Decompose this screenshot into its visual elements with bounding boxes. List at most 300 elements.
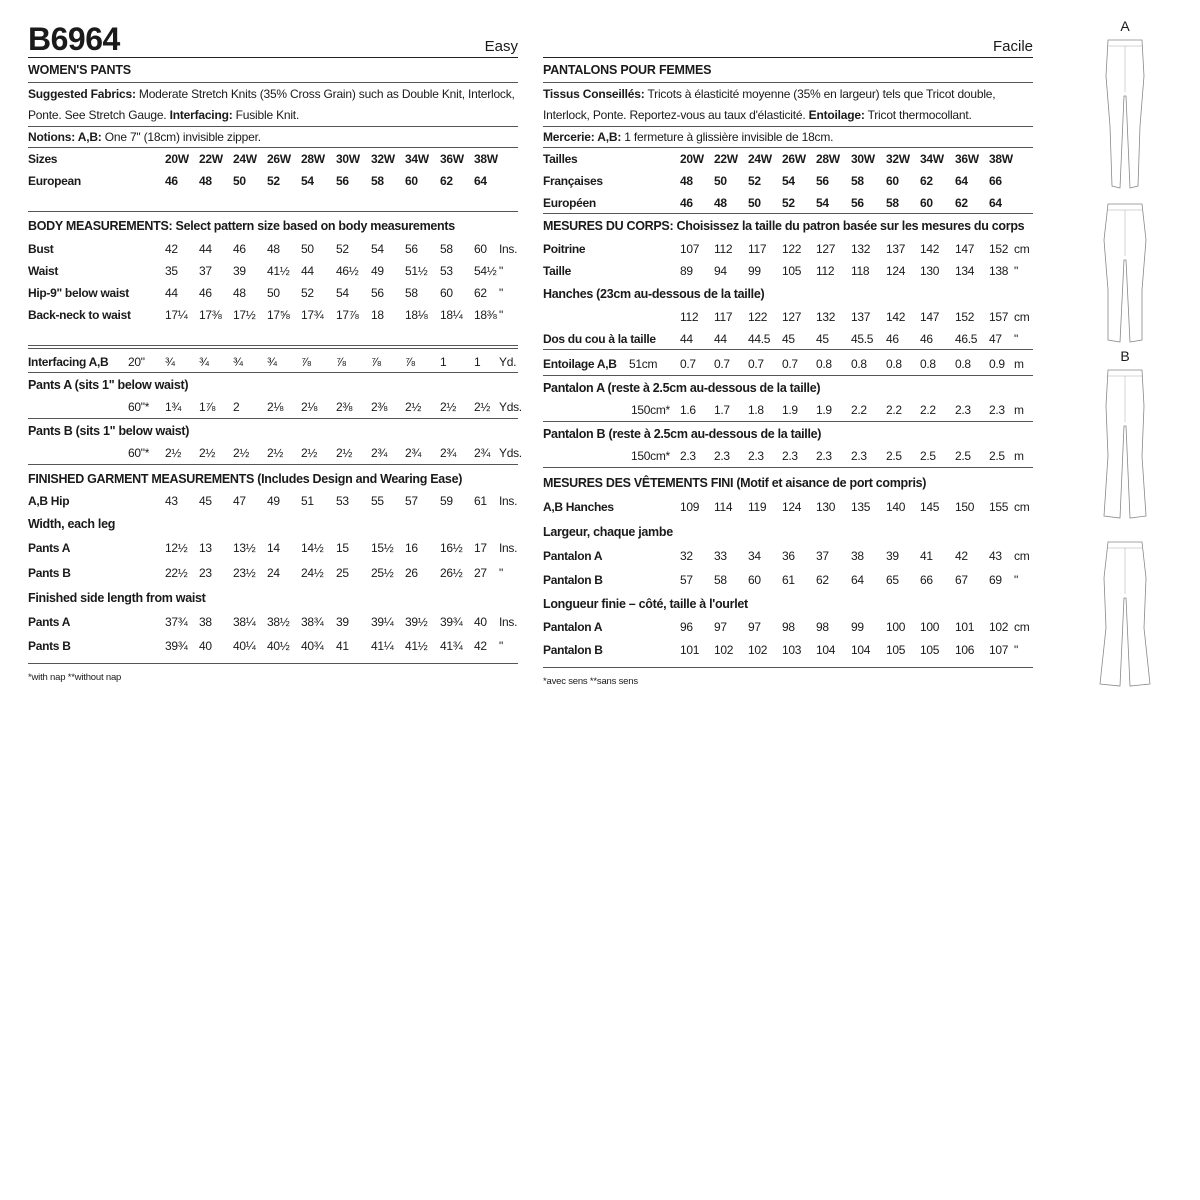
table-cell: ⅞ bbox=[405, 355, 415, 369]
table-cell: 58 bbox=[886, 196, 899, 210]
row-unit: " bbox=[499, 566, 503, 580]
table-cell: 26 bbox=[405, 566, 418, 580]
table-cell: 59 bbox=[440, 494, 453, 508]
table-cell: 135 bbox=[851, 500, 871, 514]
table-cell: 32W bbox=[371, 152, 395, 166]
interfacing-row bbox=[28, 348, 518, 372]
table-cell: 46½ bbox=[336, 264, 359, 278]
table-cell: 52 bbox=[336, 242, 349, 256]
table-cell: 1.8 bbox=[748, 403, 764, 417]
table-cell: 2⅛ bbox=[267, 400, 284, 414]
table-cell: 2¾ bbox=[371, 446, 388, 460]
pants-b-yardage-row bbox=[28, 442, 522, 464]
table-cell: 14½ bbox=[301, 541, 324, 555]
table-cell: 58 bbox=[371, 174, 384, 188]
table-cell: 98 bbox=[816, 620, 829, 634]
row-unit: " bbox=[499, 639, 503, 653]
notions-text: 1 fermeture à glissière invisible de 18cm. bbox=[621, 130, 834, 144]
table-cell: 17¼ bbox=[165, 308, 188, 322]
row-prefix: 150cm* bbox=[631, 403, 670, 417]
table-cell: 122 bbox=[782, 242, 802, 256]
row-unit: Ins. bbox=[499, 541, 518, 555]
row-unit: cm bbox=[1014, 242, 1030, 256]
table-cell: 60 bbox=[474, 242, 487, 256]
table-cell: 41½ bbox=[405, 639, 428, 653]
table-cell: 2¾ bbox=[405, 446, 422, 460]
table-cell: 147 bbox=[920, 310, 940, 324]
table-cell: 55 bbox=[371, 494, 384, 508]
table-cell: 127 bbox=[782, 310, 802, 324]
table-cell: 104 bbox=[816, 643, 836, 657]
table-cell: 2½ bbox=[405, 400, 422, 414]
pantalon-b-yardage-row bbox=[543, 445, 1033, 467]
table-cell: 35 bbox=[165, 264, 178, 278]
row-prefix: 51cm bbox=[629, 357, 658, 371]
table-cell: 2½ bbox=[474, 400, 491, 414]
table-cell: 20W bbox=[680, 152, 704, 166]
table-cell: 66 bbox=[989, 174, 1002, 188]
table-cell: 2½ bbox=[301, 446, 318, 460]
body-row bbox=[28, 260, 518, 282]
table-cell: 1¾ bbox=[165, 400, 182, 414]
row-prefix: 60"* bbox=[128, 400, 150, 414]
table-cell: 26½ bbox=[440, 566, 463, 580]
table-cell: 37¾ bbox=[165, 615, 188, 629]
row-label: Hip-9" below waist bbox=[28, 286, 129, 300]
pants-a-yardage-row bbox=[28, 396, 522, 418]
table-cell: 105 bbox=[920, 643, 940, 657]
table-cell: 130 bbox=[816, 500, 836, 514]
table-cell: 40½ bbox=[267, 639, 290, 653]
table-cell: 107 bbox=[989, 643, 1009, 657]
table-cell: 46 bbox=[199, 286, 212, 300]
table-cell: 2½ bbox=[233, 446, 250, 460]
table-cell: 41¼ bbox=[371, 639, 394, 653]
table-cell: 64 bbox=[989, 196, 1002, 210]
table-cell: 54 bbox=[336, 286, 349, 300]
row-label: Européen bbox=[543, 196, 596, 210]
table-cell: 134 bbox=[955, 264, 975, 278]
table-cell: 30W bbox=[851, 152, 875, 166]
row-unit: " bbox=[499, 308, 503, 322]
table-cell: 2⅛ bbox=[301, 400, 318, 414]
table-cell: 2.5 bbox=[886, 449, 902, 463]
pants-a-back-sketch bbox=[1088, 200, 1162, 350]
table-cell: 22W bbox=[199, 152, 223, 166]
row-unit: Ins. bbox=[499, 242, 518, 256]
divider bbox=[28, 326, 518, 346]
table-cell: 38 bbox=[199, 615, 212, 629]
interfacing-text: Tricot thermocollant. bbox=[864, 108, 972, 122]
table-cell: 41½ bbox=[267, 264, 290, 278]
garment-title: WOMEN'S PANTS bbox=[28, 58, 518, 83]
table-cell: 157 bbox=[989, 310, 1009, 324]
table-cell: 52 bbox=[267, 174, 280, 188]
table-cell: 122 bbox=[748, 310, 768, 324]
table-cell: 2¾ bbox=[474, 446, 491, 460]
table-cell: 50 bbox=[714, 174, 727, 188]
table-cell: 58 bbox=[405, 286, 418, 300]
table-cell: 56 bbox=[851, 196, 864, 210]
row-label: Tailles bbox=[543, 152, 578, 166]
pants-b-front-sketch bbox=[1088, 366, 1162, 526]
row-label: Bust bbox=[28, 242, 54, 256]
table-cell: 2.3 bbox=[714, 449, 730, 463]
table-cell: 106 bbox=[955, 643, 975, 657]
row-unit: m bbox=[1014, 357, 1024, 371]
table-cell: 101 bbox=[680, 643, 700, 657]
table-cell: 13½ bbox=[233, 541, 256, 555]
table-cell: 2.3 bbox=[989, 403, 1005, 417]
table-cell: 44.5 bbox=[748, 332, 771, 346]
width-row bbox=[28, 536, 518, 561]
row-unit: " bbox=[1014, 573, 1018, 587]
table-cell: ¾ bbox=[233, 355, 243, 369]
table-cell: 34 bbox=[748, 549, 761, 563]
difficulty-label: Facile bbox=[992, 38, 1033, 55]
table-cell: 2½ bbox=[267, 446, 284, 460]
table-cell: 2½ bbox=[336, 446, 353, 460]
table-cell: 130 bbox=[920, 264, 940, 278]
interfacing-label: Interfacing: bbox=[169, 108, 233, 122]
table-cell: 56 bbox=[336, 174, 349, 188]
view-b-label: B bbox=[1120, 348, 1130, 364]
table-cell: 2.3 bbox=[851, 449, 867, 463]
table-cell: 46 bbox=[165, 174, 178, 188]
table-cell: 140 bbox=[886, 500, 906, 514]
table-cell: 1.6 bbox=[680, 403, 696, 417]
table-cell: 39 bbox=[886, 549, 899, 563]
table-cell: 39 bbox=[233, 264, 246, 278]
pants-a-yardage-heading: Pants A (sits 1" below waist) bbox=[28, 372, 518, 396]
body-row bbox=[28, 238, 518, 260]
table-cell: 40 bbox=[199, 639, 212, 653]
table-cell: 2.2 bbox=[920, 403, 936, 417]
row-unit: cm bbox=[1014, 549, 1030, 563]
table-cell: 2.5 bbox=[955, 449, 971, 463]
pants-b-back-sketch bbox=[1088, 538, 1162, 688]
row-label: Waist bbox=[28, 264, 59, 278]
table-cell: 2⅜ bbox=[336, 400, 353, 414]
table-cell: 99 bbox=[851, 620, 864, 634]
table-cell: 94 bbox=[714, 264, 727, 278]
table-cell: 0.8 bbox=[851, 357, 867, 371]
table-cell: 26W bbox=[782, 152, 806, 166]
table-cell: 23 bbox=[199, 566, 212, 580]
table-cell: 109 bbox=[680, 500, 700, 514]
table-cell: 24W bbox=[233, 152, 257, 166]
table-cell: 2¾ bbox=[440, 446, 457, 460]
table-cell: 17¾ bbox=[301, 308, 324, 322]
table-cell: 60 bbox=[886, 174, 899, 188]
body-measurements-heading: BODY MEASUREMENTS: Select pattern size based on body measurements bbox=[28, 219, 455, 233]
table-cell: 1 bbox=[440, 355, 447, 369]
row-label: Pantalon A bbox=[543, 549, 603, 563]
table-cell: ¾ bbox=[165, 355, 175, 369]
row-unit: Yds. bbox=[499, 400, 522, 414]
table-cell: 2.2 bbox=[886, 403, 902, 417]
table-cell: 24 bbox=[267, 566, 280, 580]
table-cell: 54 bbox=[371, 242, 384, 256]
sizes-row bbox=[543, 148, 1033, 170]
row-label: Pantalon B bbox=[543, 643, 603, 657]
table-cell: 89 bbox=[680, 264, 693, 278]
table-cell: 62 bbox=[440, 174, 453, 188]
fabrics-text: Tricots à élasticité moyenne (35% en largeur) tels que Tricot double, Interlock, Ponte. Reportez-vous au taux d'élasticité. bbox=[543, 87, 996, 122]
table-cell: 107 bbox=[680, 242, 700, 256]
row-label: Interfacing A,B bbox=[28, 355, 109, 369]
table-cell: 28W bbox=[816, 152, 840, 166]
table-cell: 138 bbox=[989, 264, 1009, 278]
table-cell: 36W bbox=[440, 152, 464, 166]
entoilage-row bbox=[543, 350, 1033, 375]
table-cell: 43 bbox=[989, 549, 1002, 563]
table-cell: 38½ bbox=[267, 615, 290, 629]
table-cell: 64 bbox=[474, 174, 487, 188]
table-cell: 54 bbox=[782, 174, 795, 188]
table-cell: 16 bbox=[405, 541, 418, 555]
table-cell: 0.9 bbox=[989, 357, 1005, 371]
table-cell: 66 bbox=[920, 573, 933, 587]
table-cell: 0.7 bbox=[748, 357, 764, 371]
fabrics-label: Suggested Fabrics: bbox=[28, 87, 136, 101]
body-row bbox=[28, 304, 518, 326]
table-cell: 61 bbox=[474, 494, 487, 508]
fabrics-label: Tissus Conseillés: bbox=[543, 87, 645, 101]
table-cell: 45 bbox=[782, 332, 795, 346]
table-cell: 52 bbox=[301, 286, 314, 300]
body-row bbox=[543, 238, 1033, 260]
table-cell: 49 bbox=[371, 264, 384, 278]
body-row bbox=[28, 282, 518, 304]
notions-text: One 7" (18cm) invisible zipper. bbox=[101, 130, 261, 144]
table-cell: ⅞ bbox=[301, 355, 311, 369]
table-cell: 46 bbox=[233, 242, 246, 256]
table-cell: 26W bbox=[267, 152, 291, 166]
finished-measurements-heading: MESURES DES VÊTEMENTS FINI (Motif et aisance de port compris) bbox=[543, 467, 1033, 495]
table-cell: 20W bbox=[165, 152, 189, 166]
table-cell: 15 bbox=[336, 541, 349, 555]
length-row bbox=[543, 616, 1033, 639]
length-row bbox=[28, 610, 518, 634]
table-cell: 64 bbox=[851, 573, 864, 587]
table-cell: 137 bbox=[851, 310, 871, 324]
table-cell: ⅞ bbox=[336, 355, 346, 369]
table-cell: 13 bbox=[199, 541, 212, 555]
table-cell: 44 bbox=[714, 332, 727, 346]
pants-a-front-sketch bbox=[1088, 36, 1162, 196]
table-cell: 45 bbox=[199, 494, 212, 508]
english-column bbox=[28, 21, 522, 683]
table-cell: 2.3 bbox=[680, 449, 696, 463]
table-cell: 22½ bbox=[165, 566, 188, 580]
row-unit: Yd. bbox=[499, 355, 517, 369]
table-cell: 102 bbox=[748, 643, 768, 657]
table-cell: 40 bbox=[474, 615, 487, 629]
table-cell: 18¼ bbox=[440, 308, 463, 322]
table-cell: 30W bbox=[336, 152, 360, 166]
table-cell: 14 bbox=[267, 541, 280, 555]
table-cell: 67 bbox=[955, 573, 968, 587]
table-cell: 36W bbox=[955, 152, 979, 166]
dos-row bbox=[543, 328, 1033, 350]
row-label: A,B Hip bbox=[28, 494, 70, 508]
table-cell: 39½ bbox=[405, 615, 428, 629]
table-cell: 42 bbox=[955, 549, 968, 563]
table-cell: 39 bbox=[336, 615, 349, 629]
table-cell: 0.8 bbox=[886, 357, 902, 371]
table-cell: 47 bbox=[989, 332, 1002, 346]
table-cell: 48 bbox=[233, 286, 246, 300]
table-cell: 152 bbox=[989, 242, 1009, 256]
table-cell: 132 bbox=[851, 242, 871, 256]
french-column bbox=[543, 22, 1033, 687]
table-cell: 50 bbox=[267, 286, 280, 300]
table-cell: 50 bbox=[301, 242, 314, 256]
body-row bbox=[543, 260, 1033, 282]
table-cell: 112 bbox=[714, 242, 733, 256]
table-cell: 2.3 bbox=[782, 449, 798, 463]
table-cell: 52 bbox=[782, 196, 795, 210]
table-cell: 58 bbox=[440, 242, 453, 256]
table-cell: ¾ bbox=[267, 355, 277, 369]
view-sketches bbox=[1080, 18, 1170, 538]
hip-row bbox=[28, 490, 518, 512]
garment-title: PANTALONS POUR FEMMES bbox=[543, 58, 1033, 83]
table-cell: 64 bbox=[955, 174, 968, 188]
table-cell: 23½ bbox=[233, 566, 256, 580]
notions-label: Mercerie: A,B: bbox=[543, 130, 622, 144]
row-unit: cm bbox=[1014, 310, 1030, 324]
table-cell: 155 bbox=[989, 500, 1009, 514]
table-cell: 25 bbox=[336, 566, 349, 580]
table-cell: 118 bbox=[851, 264, 870, 278]
width-row bbox=[543, 568, 1033, 592]
table-cell: 2½ bbox=[440, 400, 457, 414]
row-label: Pants B bbox=[28, 639, 71, 653]
table-cell: 60 bbox=[405, 174, 418, 188]
difficulty-label: Easy bbox=[484, 38, 518, 55]
table-cell: 34W bbox=[920, 152, 944, 166]
row-label: Sizes bbox=[28, 152, 58, 166]
row-label: Back-neck to waist bbox=[28, 308, 131, 322]
table-cell: 57 bbox=[405, 494, 418, 508]
row-unit: Yds. bbox=[499, 446, 522, 460]
table-cell: 39¼ bbox=[371, 615, 394, 629]
table-cell: 54 bbox=[301, 174, 314, 188]
table-cell: 42 bbox=[165, 242, 178, 256]
table-cell: 38W bbox=[474, 152, 498, 166]
table-cell: 49 bbox=[267, 494, 280, 508]
table-cell: 62 bbox=[955, 196, 968, 210]
table-cell: 34W bbox=[405, 152, 429, 166]
table-cell: 17⅞ bbox=[336, 308, 359, 322]
table-cell: 45 bbox=[816, 332, 829, 346]
table-cell: 102 bbox=[989, 620, 1009, 634]
fabrics-paragraph bbox=[543, 83, 1033, 127]
row-unit: m bbox=[1014, 403, 1024, 417]
table-cell: 51 bbox=[301, 494, 314, 508]
table-cell: 147 bbox=[955, 242, 975, 256]
english-table bbox=[28, 148, 522, 664]
row-label: Pantalon A bbox=[543, 620, 603, 634]
hanches-row bbox=[543, 306, 1033, 328]
table-cell: 150 bbox=[955, 500, 975, 514]
table-cell: 2.5 bbox=[920, 449, 936, 463]
table-cell: 114 bbox=[714, 500, 733, 514]
pantalon-a-yardage-heading: Pantalon A (reste à 2.5cm au-dessous de la taille) bbox=[543, 375, 1033, 399]
length-heading: Finished side length from waist bbox=[28, 591, 206, 605]
row-prefix: 20" bbox=[128, 355, 145, 369]
table-cell: 33 bbox=[714, 549, 727, 563]
fabrics-text: Moderate Stretch Knits (35% Cross Grain) such as Double Knit, Interlock, Ponte. See Stretch Gauge. bbox=[28, 87, 515, 122]
width-row bbox=[28, 561, 518, 586]
table-cell: 99 bbox=[748, 264, 761, 278]
table-cell: 137 bbox=[886, 242, 906, 256]
table-cell: 104 bbox=[851, 643, 871, 657]
table-cell: 41 bbox=[920, 549, 933, 563]
length-heading: Longueur finie – côté, taille à l'ourlet bbox=[543, 597, 748, 611]
table-cell: 124 bbox=[886, 264, 906, 278]
row-unit: " bbox=[1014, 643, 1018, 657]
table-cell: 0.7 bbox=[714, 357, 730, 371]
table-cell: 40¼ bbox=[233, 639, 256, 653]
table-cell: 61 bbox=[782, 573, 795, 587]
table-cell: 60 bbox=[440, 286, 453, 300]
table-cell: 46 bbox=[680, 196, 693, 210]
francaises-row bbox=[543, 170, 1033, 192]
table-cell: 17⅝ bbox=[267, 308, 290, 322]
row-label: Pants B bbox=[28, 566, 71, 580]
table-cell: ⅞ bbox=[371, 355, 381, 369]
table-cell: 38 bbox=[851, 549, 864, 563]
divider bbox=[28, 192, 518, 212]
table-cell: 102 bbox=[714, 643, 734, 657]
table-cell: 54 bbox=[816, 196, 829, 210]
table-cell: 37 bbox=[816, 549, 829, 563]
table-cell: 2.3 bbox=[816, 449, 832, 463]
table-cell: 2 bbox=[233, 400, 240, 414]
table-cell: 98 bbox=[782, 620, 795, 634]
pants-b-yardage-heading: Pants B (sits 1" below waist) bbox=[28, 418, 518, 442]
table-cell: 46 bbox=[886, 332, 899, 346]
finished-measurements-heading: FINISHED GARMENT MEASUREMENTS (Includes Design and Wearing Ease) bbox=[28, 464, 518, 490]
interfacing-text: Fusible Knit. bbox=[232, 108, 300, 122]
table-cell: 28W bbox=[301, 152, 325, 166]
table-cell: 43 bbox=[165, 494, 178, 508]
table-cell: 56 bbox=[405, 242, 418, 256]
table-cell: 0.7 bbox=[680, 357, 696, 371]
divider bbox=[28, 658, 518, 664]
row-label: Pants A bbox=[28, 541, 71, 555]
table-cell: 32W bbox=[886, 152, 910, 166]
hip-row bbox=[543, 495, 1033, 520]
table-cell: 1.9 bbox=[816, 403, 832, 417]
table-cell: 1.7 bbox=[714, 403, 730, 417]
table-cell: 44 bbox=[165, 286, 178, 300]
pattern-number: B6964 bbox=[28, 21, 120, 57]
table-cell: 47 bbox=[233, 494, 246, 508]
row-unit: " bbox=[499, 286, 503, 300]
table-cell: 152 bbox=[955, 310, 975, 324]
row-label: Taille bbox=[543, 264, 571, 278]
table-cell: 100 bbox=[886, 620, 906, 634]
table-cell: 142 bbox=[886, 310, 906, 324]
interfacing-label: Entoilage: bbox=[808, 108, 865, 122]
table-cell: ¾ bbox=[199, 355, 209, 369]
table-cell: 2.3 bbox=[955, 403, 971, 417]
table-cell: 2⅜ bbox=[371, 400, 388, 414]
